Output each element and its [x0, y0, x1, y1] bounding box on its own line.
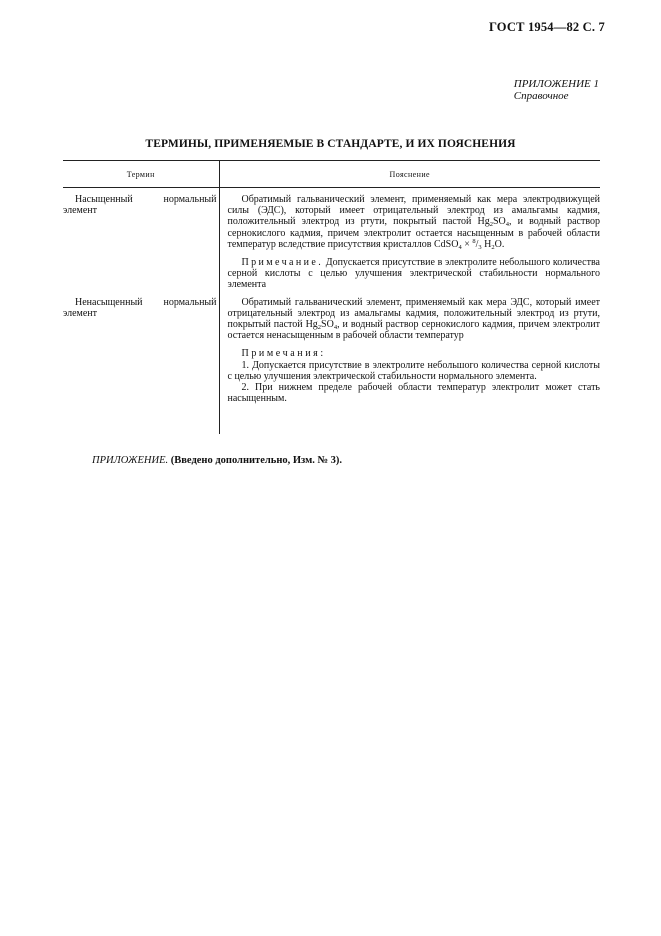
page-header-standard-ref: ГОСТ 1954—82 С. 7 [488, 20, 605, 34]
term-unsaturated-element: Ненасыщенный нормальный элемент [63, 296, 217, 319]
notes-heading: Примечания: [241, 348, 326, 360]
explanation-paragraph: Обратимый гальванический элемент, применяемый как мера электродвижущей силы (ЭДС), который имеет отрицательный электрод из амальгамы кадмия, положительный электрод из ртути, покрытый пастой $Hg_2SO_4$, и водный раствор сернокислого кадмия, причем электролит остается насыщенным в рабочей области температур вследствие присутствия кристаллов CdSO$_4$ × $^8/_3$ $H_2O$. [227, 194, 600, 251]
page-title: ТЕРМИНЫ, ПРИМЕНЯЕМЫЕ В СТАНДАРТЕ, И ИХ ПОЯСНЕНИЯ [145, 138, 516, 150]
notes-block [228, 348, 601, 404]
amendment-label: ПРИЛОЖЕНИЕ. [92, 455, 169, 466]
column-header-term: Термин [63, 161, 219, 188]
explanation-paragraph: Обратимый гальванический элемент, применяемый как мера ЭДС, который имеет отрицательный электрод из амальгамы кадмия, положительный электрод из ртути, покрытый пастой $Hg_2SO_4$, и водный раствор сернокислого кадмия, причем электролит остается ненасыщенным в рабочей области температур [227, 296, 600, 342]
note-item: 2. При нижнем пределе рабочей области температур электролит может стать насыщенным. [227, 382, 600, 405]
term-cell [63, 291, 219, 435]
note-text: Допускается присутствие в электролите небольшого количества серной кислоты с целью улучшения электрической стабильности нормального элемента [227, 257, 600, 291]
table-row [63, 291, 600, 435]
appendix-type: Справочное [513, 90, 569, 102]
note-heading: Примечание. [241, 257, 324, 269]
table-row [63, 188, 600, 291]
terms-table [63, 160, 600, 434]
term-cell [63, 188, 219, 291]
note-paragraph [228, 257, 601, 291]
table-header-row [63, 161, 600, 188]
term-saturated-element: Насыщенный нормальный элемент [63, 194, 217, 217]
appendix-label: ПРИЛОЖЕНИЕ 1 [513, 78, 599, 90]
explanation-cell [219, 188, 600, 291]
explanation-cell [219, 291, 600, 435]
amendment-text: (Введено дополнительно, Изм. № 3). [168, 455, 343, 466]
appendix-label-block [514, 78, 599, 102]
note-item: 1. Допускается присутствие в электролите небольшого количества серной кислоты с целью улучшения электрической стабильности нормального элемента. [227, 359, 600, 382]
amendment-note [92, 455, 342, 466]
column-header-explanation: Пояснение [219, 161, 600, 188]
